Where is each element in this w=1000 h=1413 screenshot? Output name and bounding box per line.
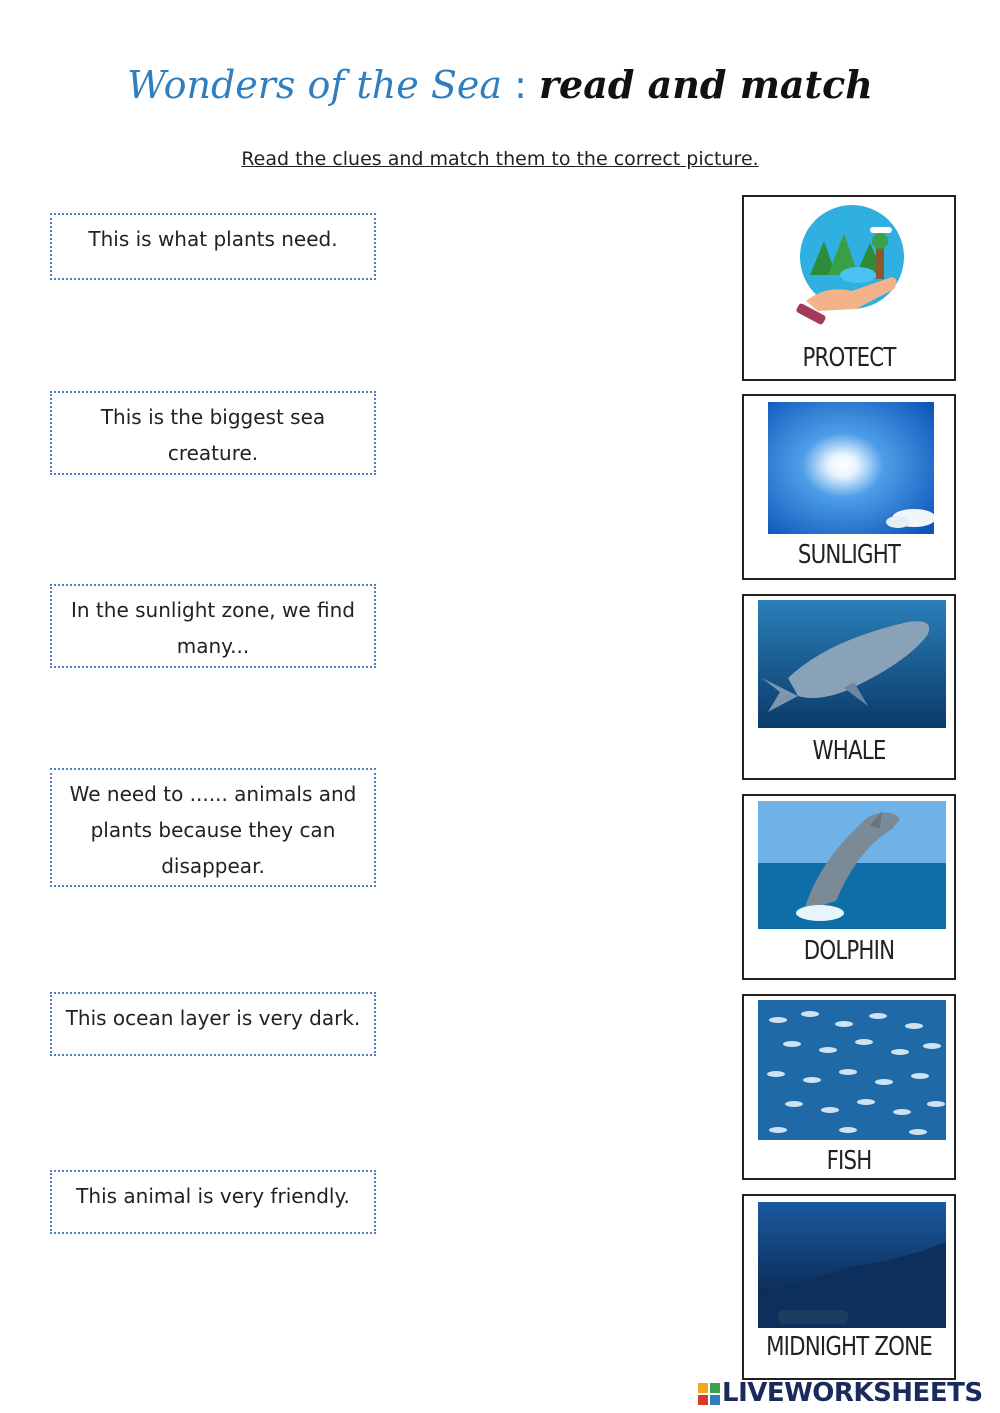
clue-box-3[interactable]: In the sunlight zone, we find many... xyxy=(50,584,376,668)
worksheet-title xyxy=(0,62,1000,107)
hands-holding-earth-icon xyxy=(796,205,908,335)
card-fish[interactable] xyxy=(742,994,956,1180)
title-separator: : xyxy=(514,63,527,107)
liveworksheets-logo xyxy=(698,1378,983,1408)
title-part2: read and match xyxy=(539,62,873,107)
whale-photo xyxy=(758,600,946,728)
card-label-fish: FISH xyxy=(826,1146,872,1176)
card-label-midnight-zone: MIDNIGHT ZONE xyxy=(766,1332,932,1362)
card-label-protect: PROTECT xyxy=(802,343,896,373)
clue-box-5[interactable]: This ocean layer is very dark. xyxy=(50,992,376,1056)
clue-box-2[interactable]: This is the biggest sea creature. xyxy=(50,391,376,475)
deep-sea-photo xyxy=(758,1202,946,1328)
sun-sky-photo xyxy=(768,402,934,534)
clue-box-4[interactable]: We need to ...... animals and plants because they can disappear. xyxy=(50,768,376,887)
card-midnight-zone[interactable] xyxy=(742,1194,956,1380)
instructions: Read the clues and match them to the correct picture. xyxy=(241,148,759,170)
card-whale[interactable] xyxy=(742,594,956,780)
title-part1: Wonders of the Sea xyxy=(127,63,503,107)
card-protect[interactable] xyxy=(742,195,956,381)
card-label-dolphin: DOLPHIN xyxy=(803,936,895,966)
liveworksheets-logo-icon xyxy=(698,1383,720,1405)
card-label-sunlight: SUNLIGHT xyxy=(797,540,901,570)
dolphin-photo xyxy=(758,801,946,929)
card-dolphin[interactable] xyxy=(742,794,956,980)
card-label-whale: WHALE xyxy=(812,736,886,766)
clue-box-1[interactable]: This is what plants need. xyxy=(50,213,376,280)
logo-text: LIVEWORKSHEETS xyxy=(722,1378,983,1408)
clue-box-6[interactable]: This animal is very friendly. xyxy=(50,1170,376,1234)
card-sunlight[interactable] xyxy=(742,394,956,580)
fish-school-photo xyxy=(758,1000,946,1140)
